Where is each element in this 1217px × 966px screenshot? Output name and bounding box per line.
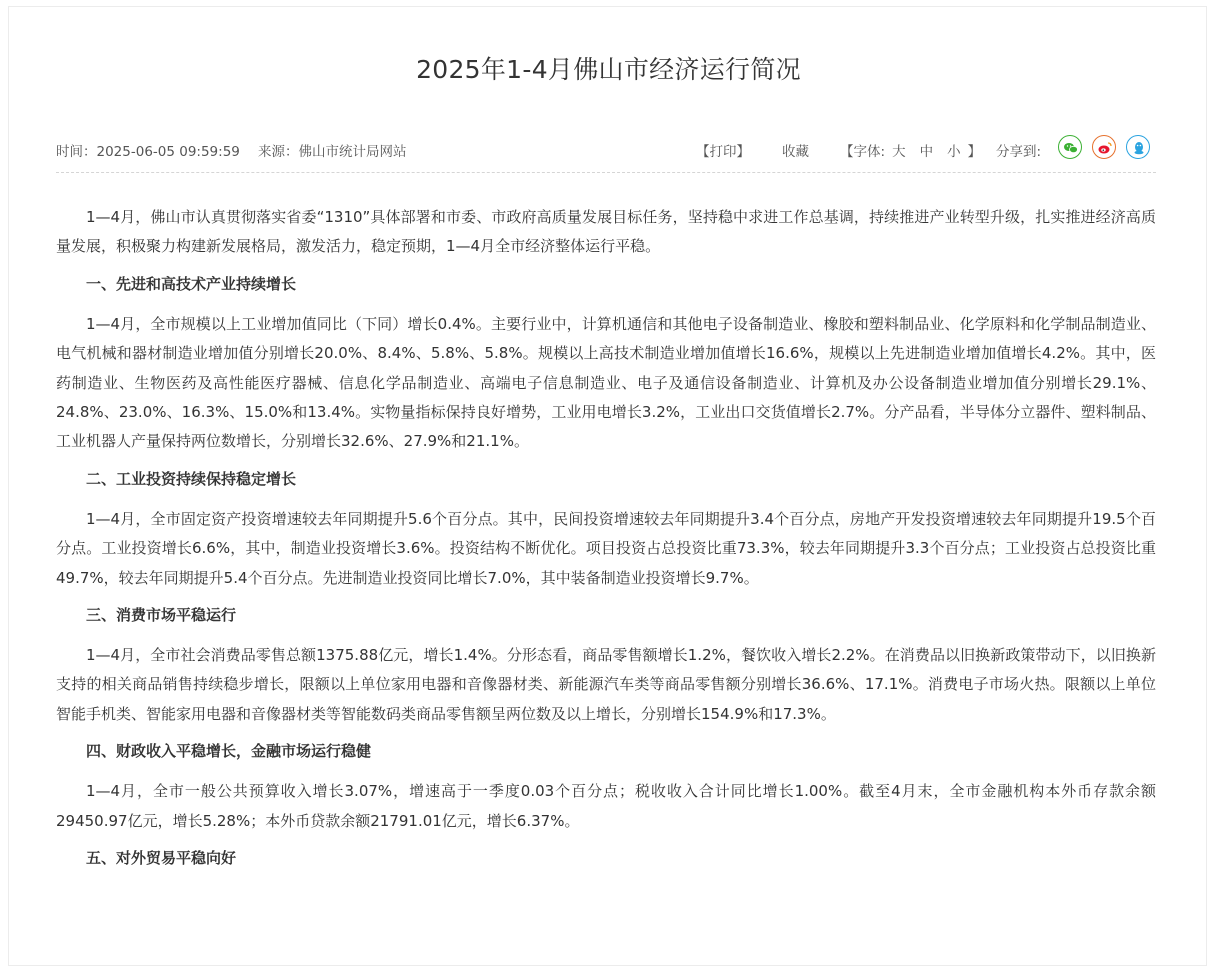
section-paragraph-1: 1—4月，全市规模以上工业增加值同比（下同）增长0.4%。主要行业中，计算机通信和其他电子设备制造业、橡胶和塑料制品业、化学原料和化学制品制造业、电气机械和器材制造业增加值分别增长20.0%、8.4%、5.8%、5.8%。规模以上高技术制造业增加值增长16.6%，规模以上先进制造业增加值增长4.2%。其中，医药制造业、生物医药及高性能医疗器械、信息化学品制造业、高端电子信息制造业、电子及通信设备制造业、计算机及办公设备制造业增加值分别增长29.1%、24.8%、23.0%、16.3%、15.0%和13.4%。实物量指标保持良好增势，工业用电增长3.2%，工业出口交货值增长2.7%。分产品看，半导体分立器件、塑料制品、工业机器人产量保持两位数增长，分别增长32.6%、27.9%和21.1%。 (56, 314, 1156, 451)
section-paragraph-4: 1—4月，全市一般公共预算收入增长3.07%，增速高于一季度0.03个百分点；税收收入合计同比增长1.00%。截至4月末，全市金融机构本外币存款余额29450.97亿元，增长5.28%；本外币贷款余额21791.01亿元，增长6.37%。 (56, 782, 1156, 830)
qq-share-icon[interactable] (1126, 135, 1150, 159)
font-size-small-button[interactable]: 小 (947, 144, 961, 160)
font-size-selector (840, 140, 981, 160)
section-heading-2: 二、工业投资持续保持稳定增长 (86, 469, 297, 488)
font-size-prefix: 【字体: (840, 144, 886, 160)
article-meta-bar (56, 138, 1156, 162)
wechat-share-icon[interactable] (1058, 135, 1082, 159)
section-heading-1: 一、先进和高技术产业持续增长 (86, 274, 297, 293)
intro-paragraph: 1—4月，佛山市认真贯彻落实省委“1310”具体部署和市委、市政府高质量发展目标任务，坚持稳中求进工作总基调，持续推进产业转型升级，扎实推进经济高质量发展，积极聚力构建新发展格局，激发活力，稳定预期，1—4月全市经济整体运行平稳。 (56, 208, 1156, 256)
meta-divider (56, 172, 1156, 173)
share-label: 分享到: (996, 144, 1042, 160)
weibo-share-icon[interactable] (1092, 135, 1116, 159)
publish-time: 时间：2025-06-05 09:59:59 (56, 144, 240, 160)
article-title: 2025年1-4月佛山市经济运行简况 (416, 55, 801, 84)
section-heading-3: 三、消费市场平稳运行 (86, 606, 237, 625)
favorite-button[interactable]: 收藏 (782, 144, 809, 160)
font-size-suffix: 】 (967, 144, 982, 160)
font-size-medium-button[interactable]: 中 (919, 144, 934, 160)
section-paragraph-2: 1—4月，全市固定资产投资增速较去年同期提升5.6个百分点。其中，民间投资增速较去年同期提升3.4个百分点，房地产开发投资增速较去年同期提升19.5个百分点。工业投资增长6.6%，其中，制造业投资增长3.6%。投资结构不断优化。项目投资占总投资比重73.3%，较去年同期提升3.3个百分点；工业投资占总投资比重49.7%，较去年同期提升5.4个百分点。先进制造业投资同比增长7.0%，其中装备制造业投资增长9.7%。 (56, 509, 1156, 587)
section-heading-4: 四、财政收入平稳增长，金融市场运行稳健 (86, 742, 372, 761)
print-button[interactable]: 【打印】 (696, 144, 750, 160)
article-source: 来源：佛山市统计局网站 (258, 144, 407, 160)
article-body (56, 203, 1156, 884)
font-size-large-button[interactable]: 大 (892, 144, 906, 160)
section-paragraph-3: 1—4月，全市社会消费品零售总额1375.88亿元，增长1.4%。分形态看，商品零售额增长1.2%，餐饮收入增长2.2%。在消费品以旧换新政策带动下，以旧换新支持的相关商品销售持续稳步增长，限额以上单位家用电器和音像器材类、新能源汽车类等商品零售额分别增长36.6%、17.1%。消费电子市场火热。限额以上单位智能手机类、智能家用电器和音像器材类等智能数码类商品零售额呈两位数及以上增长，分别增长154.9%和17.3%。 (56, 646, 1156, 723)
section-heading-5: 五、对外贸易平稳向好 (86, 849, 237, 868)
